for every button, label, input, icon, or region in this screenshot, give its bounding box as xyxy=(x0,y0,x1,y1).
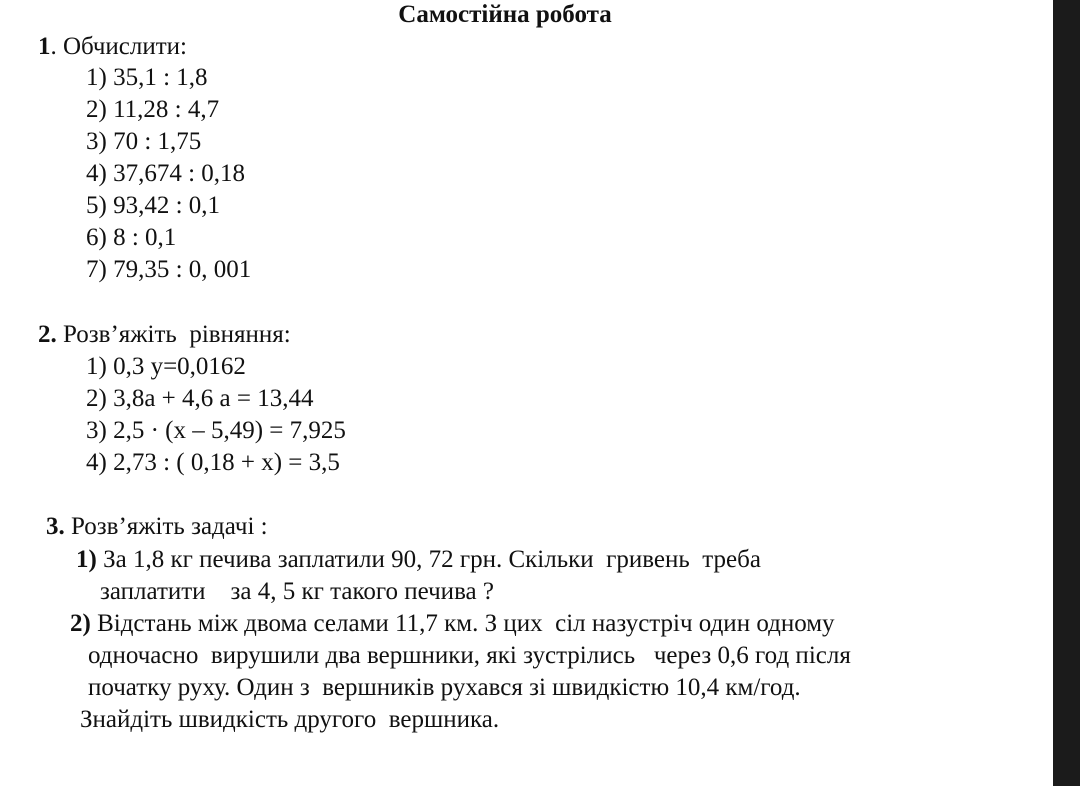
section-2-heading-text: Розв’яжіть рівняння: xyxy=(56,321,291,348)
dark-side-bar xyxy=(1053,0,1080,786)
section-2-item-4: 4) 2,73 : ( 0,18 + х) = 3,5 xyxy=(86,449,340,476)
task-1-number: 1) xyxy=(76,546,97,573)
section-1-item-6: 6) 8 : 0,1 xyxy=(86,224,177,251)
task-2-line-4: Знайдіть швидкість другого вершника. xyxy=(80,706,500,733)
task-1-text-1: За 1,8 кг печива заплатили 90, 72 грн. Скільки гривень треба xyxy=(96,546,761,573)
task-2-number: 2) xyxy=(70,610,91,637)
section-1-item-5: 5) 93,42 : 0,1 xyxy=(86,192,221,219)
task-2-line-3: початку руху. Один з вершників рухався зі швидкістю 10,4 км/год. xyxy=(88,674,801,701)
section-3-number: 3. xyxy=(46,513,65,540)
task-1-line-2: заплатити за 4, 5 кг такого печива ? xyxy=(100,578,494,605)
section-1-item-7: 7) 79,35 : 0, 001 xyxy=(86,256,252,283)
section-3-heading xyxy=(46,512,268,542)
section-2-heading xyxy=(38,320,291,350)
task-2-line-2: одночасно вирушили два вершники, які зустрілись через 0,6 год після xyxy=(88,642,851,669)
section-1-heading-text: . Обчислити: xyxy=(50,33,187,60)
section-2-item-3: 3) 2,5 · (х – 5,49) = 7,925 xyxy=(86,417,346,444)
section-1-item-4: 4) 37,674 : 0,18 xyxy=(86,160,246,187)
section-1-heading xyxy=(38,32,187,62)
section-2-item-2: 2) 3,8а + 4,6 а = 13,44 xyxy=(86,385,314,412)
section-2-item-1: 1) 0,3 у=0,0162 xyxy=(86,353,246,380)
task-2-text-1: Відстань між двома селами 11,7 км. З цих сіл назустріч один одному xyxy=(90,610,835,637)
section-1-item-1: 1) 35,1 : 1,8 xyxy=(86,64,208,91)
document-title: Самостійна робота xyxy=(398,1,612,28)
section-1-item-2: 2) 11,28 : 4,7 xyxy=(86,96,220,123)
section-1-item-3: 3) 70 : 1,75 xyxy=(86,128,202,155)
section-3-heading-text: Розв’яжіть задачі : xyxy=(64,513,268,540)
task-1-line-1 xyxy=(76,545,761,575)
task-2-line-1 xyxy=(70,609,835,639)
section-2-number: 2. xyxy=(38,321,57,348)
section-1-number: 1 xyxy=(38,33,51,60)
